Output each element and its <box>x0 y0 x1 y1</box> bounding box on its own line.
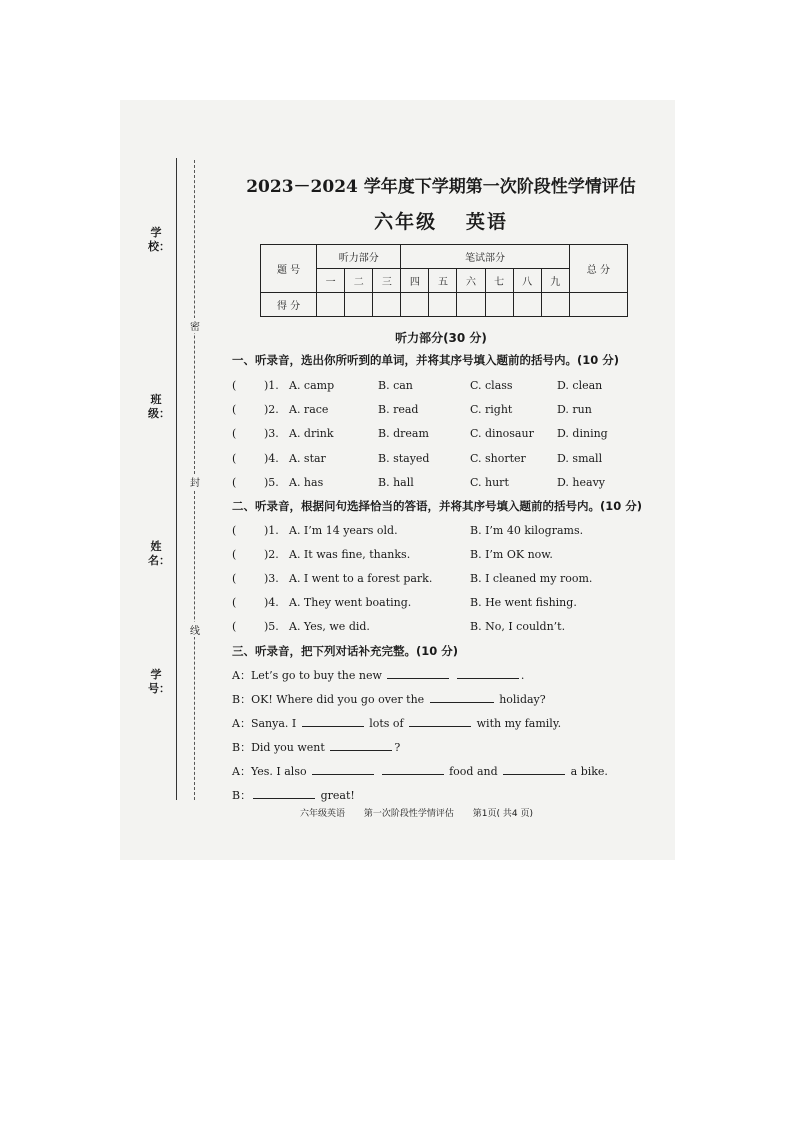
part1-title: 一、听录音，选出你所听到的单词，并将其序号填入题前的括号内。(10 分) <box>232 353 620 367</box>
score-cell <box>345 293 373 317</box>
dialog-line-3 <box>232 715 561 731</box>
option-c: C. hurt <box>470 476 509 489</box>
question-number-header: 题 号 <box>261 245 317 293</box>
answer-blank[interactable] <box>312 763 374 775</box>
option-d: D. clean <box>557 379 603 392</box>
dialog-line-2 <box>232 691 546 707</box>
q-number: 一 <box>317 269 345 293</box>
answer-blank[interactable] <box>302 715 364 727</box>
part1-item <box>232 426 672 442</box>
dialog-line-4 <box>232 739 400 755</box>
page-footer <box>300 806 600 819</box>
option-b: B. hall <box>378 476 414 489</box>
dialog-text: B：OK! Where did you go over the <box>232 693 425 706</box>
option-b: B. I’m OK now. <box>470 548 553 561</box>
option-b: B. I cleaned my room. <box>470 572 593 585</box>
dialog-line-5 <box>232 763 608 779</box>
option-a: A. They went boating. <box>289 596 412 609</box>
footer-left: 六年级英语 <box>300 809 346 819</box>
item-number: )1. <box>264 379 279 392</box>
option-b: B. No, I couldn’t. <box>470 620 566 633</box>
option-c: C. right <box>470 403 513 416</box>
part2-item <box>232 595 672 611</box>
option-a: A. has <box>289 476 324 489</box>
item-number: )5. <box>264 620 279 633</box>
dialog-text: a bike. <box>570 765 608 778</box>
q-number: 九 <box>541 269 569 293</box>
answer-blank[interactable] <box>457 667 519 679</box>
option-b: B. stayed <box>378 452 430 465</box>
part1-item <box>232 475 672 491</box>
item-number: )4. <box>264 452 279 465</box>
answer-paren: ( <box>232 452 237 465</box>
dialog-text: A：Yes. I also <box>232 765 307 778</box>
option-a: A. I went to a forest park. <box>289 572 433 585</box>
answer-blank[interactable] <box>253 787 315 799</box>
dialog-text: ? <box>394 741 401 754</box>
part2-item <box>232 571 672 587</box>
score-cell <box>401 293 429 317</box>
q-number: 七 <box>485 269 513 293</box>
q-number: 三 <box>373 269 401 293</box>
total-header: 总 分 <box>569 245 627 293</box>
item-number: )4. <box>264 596 279 609</box>
score-cell-total <box>569 293 627 317</box>
q-number: 五 <box>429 269 457 293</box>
option-b: B. He went fishing. <box>470 596 577 609</box>
answer-paren: ( <box>232 476 237 489</box>
item-number: )2. <box>264 403 279 416</box>
answer-paren: ( <box>232 620 237 633</box>
binding-line-solid <box>176 158 177 800</box>
answer-paren: ( <box>232 596 237 609</box>
item-number: )2. <box>264 548 279 561</box>
dialog-text: A：Let’s go to buy the new <box>232 669 382 682</box>
item-number: )1. <box>264 524 279 537</box>
dialog-text: holiday? <box>499 693 546 706</box>
option-c: C. dinosaur <box>470 427 534 440</box>
score-cell <box>485 293 513 317</box>
answer-paren: ( <box>232 427 237 440</box>
option-d: D. dining <box>557 427 608 440</box>
part2-item <box>232 619 672 635</box>
part2-title: 二、听录音，根据问句选择恰当的答语，并将其序号填入题前的括号内。(10 分) <box>232 499 643 513</box>
listening-section-header: 听力部分(30 分) <box>395 331 487 345</box>
part2-item <box>232 523 672 539</box>
answer-blank[interactable] <box>330 739 392 751</box>
answer-blank[interactable] <box>430 691 494 703</box>
score-cell <box>317 293 345 317</box>
answer-paren: ( <box>232 403 237 416</box>
item-number: )3. <box>264 427 279 440</box>
answer-paren: ( <box>232 572 237 585</box>
dialog-text: with my family. <box>476 717 562 730</box>
exam-subtitle <box>226 207 656 234</box>
subject-label: 英语 <box>465 211 508 233</box>
option-a: A. I’m 14 years old. <box>289 524 398 537</box>
exam-title: 2023－2024 学年度下学期第一次阶段性学情评估 <box>246 177 636 197</box>
option-b: B. can <box>378 379 413 392</box>
dialog-text: lots of <box>369 717 404 730</box>
q-number: 六 <box>457 269 485 293</box>
part1-item <box>232 402 672 418</box>
score-cell <box>457 293 485 317</box>
dialog-text: A：Sanya. I <box>232 717 297 730</box>
option-d: D. heavy <box>557 476 606 489</box>
option-b: B. read <box>378 403 419 416</box>
answer-blank[interactable] <box>387 667 449 679</box>
student-id-label: 学号： <box>148 668 170 695</box>
option-d: D. run <box>557 403 592 416</box>
option-a: A. camp <box>289 379 335 392</box>
item-number: )3. <box>264 572 279 585</box>
part1-item <box>232 378 672 394</box>
part1-item <box>232 451 672 467</box>
option-a: A. star <box>289 452 326 465</box>
dialog-text: food and <box>449 765 498 778</box>
score-cell <box>541 293 569 317</box>
grade-label: 六年级 <box>374 211 438 233</box>
dialog-line-1 <box>232 667 524 683</box>
part3-title: 三、听录音，把下列对话补充完整。(10 分) <box>232 644 459 658</box>
dialog-text: . <box>520 669 525 682</box>
option-d: D. small <box>557 452 603 465</box>
score-table <box>260 244 628 317</box>
name-label: 姓名： <box>148 540 170 567</box>
item-number: )5. <box>264 476 279 489</box>
dialog-text: B： <box>232 789 252 802</box>
seal-char-mi: 密 <box>187 318 203 333</box>
answer-paren: ( <box>232 524 237 537</box>
score-cell <box>429 293 457 317</box>
q-number: 四 <box>401 269 429 293</box>
listening-header: 听力部分 <box>317 245 401 269</box>
score-cell <box>373 293 401 317</box>
score-row-label: 得 分 <box>261 293 317 317</box>
option-a: A. drink <box>289 427 334 440</box>
dialog-text: great! <box>320 789 355 802</box>
written-header: 笔试部分 <box>401 245 569 269</box>
answer-paren: ( <box>232 379 237 392</box>
q-number: 八 <box>513 269 541 293</box>
option-a: A. It was fine, thanks. <box>289 548 411 561</box>
option-a: A. Yes, we did. <box>289 620 370 633</box>
dialog-line-6 <box>232 787 355 803</box>
option-c: C. class <box>470 379 513 392</box>
dialog-text: B：Did you went <box>232 741 325 754</box>
class-label: 班级： <box>148 393 170 420</box>
q-number: 二 <box>345 269 373 293</box>
school-label: 学校： <box>148 226 170 253</box>
seal-char-xian: 线 <box>187 622 203 637</box>
answer-paren: ( <box>232 548 237 561</box>
footer-right: 第1页( 共4 页) <box>472 809 533 819</box>
answer-blank[interactable] <box>382 763 444 775</box>
option-c: C. shorter <box>470 452 526 465</box>
seal-char-feng: 封 <box>187 474 203 489</box>
part2-item <box>232 547 672 563</box>
option-b: B. I’m 40 kilograms. <box>470 524 584 537</box>
option-a: A. race <box>289 403 329 416</box>
answer-blank[interactable] <box>409 715 471 727</box>
answer-blank[interactable] <box>503 763 565 775</box>
option-b: B. dream <box>378 427 429 440</box>
score-cell <box>513 293 541 317</box>
footer-mid: 第一次阶段性学情评估 <box>363 809 454 819</box>
